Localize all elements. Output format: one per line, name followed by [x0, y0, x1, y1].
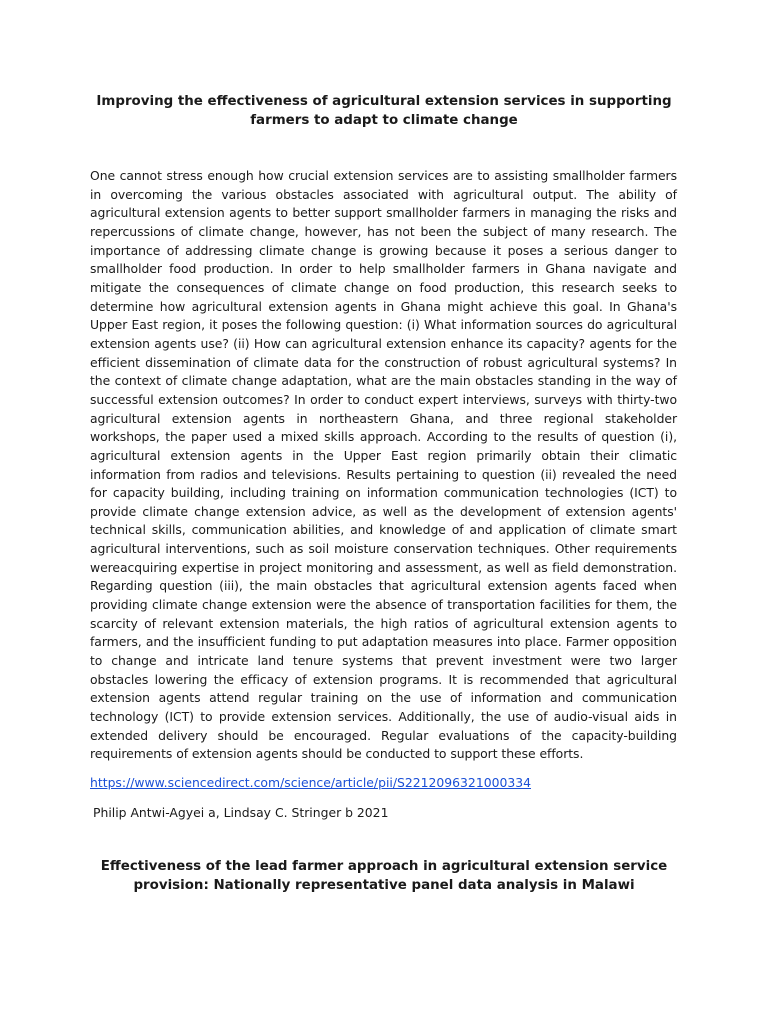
author-line: Philip Antwi-Agyei a, Lindsay C. Stringer b 2021	[93, 805, 389, 820]
abstract-paragraph: One cannot stress enough how crucial extension services are to assisting smallholder farmers in overcoming the various obstacles associated with agricultural output. The ability of agricultural extension agents to better support smallholder farmers in managing the risks and repercussions of climate change, however, has not been the subject of many research. The importance of addressing climate change is growing because it poses a serious danger to smallholder food production. In order to help smallholder farmers in Ghana navigate and mitigate the consequences of climate change on food production, this research seeks to determine how agricultural extension agents in Ghana might achieve this goal. In Ghana's Upper East region, it poses the following question: (i) What information sources do agricultural extension agents use? (ii) How can agricultural extension enhance its capacity? agents for the efficient dissemination of climate data for the construction of robust agricultural systems? In the context of climate change adaptation, what are the main obstacles standing in the way of successful extension outcomes? In order to conduct expert interviews, surveys with thirty-two agricultural extension agents in northeastern Ghana, and three regional stakeholder workshops, the paper used a mixed skills approach. According to the results of question (i), agricultural extension agents in the Upper East region primarily obtain their climatic information from radios and televisions. Results pertaining to question (ii) revealed the need for capacity building, including training on information communication technologies (ICT) to provide climate change extension advice, as well as the development of extension agents' technical skills, communication abilities, and knowledge of and application of climate smart agricultural interventions, such as soil moisture conservation techniques. Other requirements wereacquiring expertise in project monitoring and assessment, as well as field demonstration. Regarding question (iii), the main obstacles that agricultural extension agents faced when providing climate change extension were the absence of transportation facilities for them, the scarcity of relevant extension materials, the high ratios of agricultural extension agents to farmers, and the insufficient funding to put adaptation measures into place. Farmer opposition to change and intricate land tenure systems that prevent investment were two larger obstacles lowering the efficacy of extension programs. It is recommended that agricultural extension agents attend regular training on the use of information and communication technology (ICT) to provide extension services. Additionally, the use of audio-visual aids in extended delivery should be encouraged. Regular evaluations of the capacity-building requirements of extension agents should be conducted to support these efforts.	[90, 168, 677, 762]
article-title-1: Improving the effectiveness of agricultural extension services in supporting farmers to adapt to climate change	[96, 94, 672, 128]
article-title-2: Effectiveness of the lead farmer approach in agricultural extension service provision: Nationally representative panel data analysis in Malawi	[100, 859, 668, 893]
article-link[interactable]: https://www.sciencedirect.com/science/article/pii/S2212096321000334	[90, 775, 531, 790]
